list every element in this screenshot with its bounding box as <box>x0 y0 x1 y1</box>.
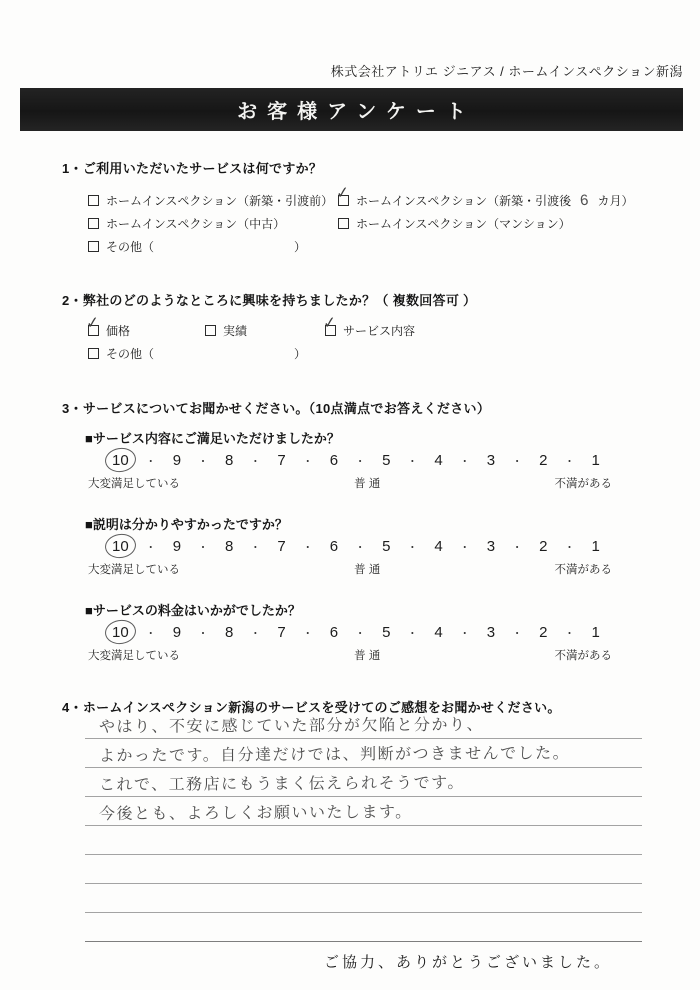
scale-value: 2 <box>539 624 548 641</box>
scale-separator-dot: ・ <box>406 455 418 468</box>
scale-separator-dot: ・ <box>302 541 314 554</box>
scale-separator-dot: ・ <box>459 455 471 468</box>
scale-value: 6 <box>329 538 339 555</box>
scale-separator-dot: ・ <box>511 541 523 554</box>
scale-separator-dot: ・ <box>511 627 523 640</box>
scale-value: 7 <box>277 452 286 469</box>
scale-separator-dot: ・ <box>354 455 366 468</box>
rating-block-fee <box>62 600 648 663</box>
scale-value: 2 <box>539 452 548 469</box>
answer-line-blank <box>85 855 642 884</box>
option-label: ホームインスペクション（中古） <box>106 216 286 231</box>
scale-separator-dot: ・ <box>145 541 157 554</box>
answer-line-blank <box>85 826 642 855</box>
option-label: 価格 <box>106 323 131 338</box>
answer-line <box>85 768 642 797</box>
scale-separator-dot: ・ <box>145 455 157 468</box>
scale-separator-dot: ・ <box>197 541 209 554</box>
option-label: ホームインスペクション（マンション） <box>356 216 571 231</box>
q2-option-other <box>88 344 306 362</box>
option-label: サービス内容 <box>343 323 416 338</box>
scale-value: 7 <box>277 538 286 555</box>
rating-block-explanation <box>62 514 648 577</box>
handwritten-answer-text: これで、工務店にもうまく伝えられそうです。 <box>98 774 465 794</box>
scale-value: 7 <box>277 624 286 641</box>
handwritten-answer-text: よかったです。自分達だけでは、判断がつきませんでした。 <box>98 745 571 765</box>
question-3-title: 3・サービスについてお聞かせください。（10点満点でお答えください） <box>62 401 491 416</box>
option-label: 実績 <box>223 323 248 338</box>
title-banner <box>20 88 683 131</box>
scale-separator-dot: ・ <box>563 541 575 554</box>
q1-option-shinchiku-ato <box>335 183 634 209</box>
scale-value: 8 <box>225 624 234 641</box>
answer-line-blank <box>85 913 642 942</box>
scale-value: 5 <box>382 452 391 469</box>
thanks-note: ご協力、ありがとうございました。 <box>323 954 612 971</box>
checkbox-icon <box>335 183 351 206</box>
scale-value: 1 <box>591 624 600 641</box>
scale-value: 8 <box>225 538 234 555</box>
scale-value: 1 <box>591 452 600 469</box>
scale-separator-dot: ・ <box>249 541 261 554</box>
scale-separator-dot: ・ <box>563 627 575 640</box>
scale-separator-dot: ・ <box>302 627 314 640</box>
handwritten-answer-text: やはり、不安に感じていた部分が欠陥と分かり、 <box>98 716 485 736</box>
scale-value: 1 <box>591 538 600 555</box>
scale-separator-dot: ・ <box>406 541 418 554</box>
page-title: お客様アンケート <box>237 101 476 123</box>
option-label: その他（ <box>106 239 155 254</box>
rating-question: ■説明は分かりやすかったですか？ <box>85 517 288 532</box>
question-1-title: 1・ご利用いただいたサービスは何ですか？ <box>62 161 323 176</box>
free-answer-area <box>85 710 642 942</box>
scale-separator-dot: ・ <box>511 455 523 468</box>
rating-scale-labels <box>88 561 612 577</box>
scale-value: 3 <box>486 624 496 641</box>
scale-label-right: 不満がある <box>554 564 612 576</box>
scale-label-right: 不満がある <box>554 478 612 490</box>
checkbox-icon <box>85 313 101 336</box>
checkbox-icon <box>338 218 349 229</box>
scale-value: 3 <box>486 452 496 469</box>
rating-block-service <box>62 428 648 491</box>
scale-separator-dot: ・ <box>354 627 366 640</box>
rating-scale <box>112 452 600 469</box>
scale-value: 3 <box>486 538 496 555</box>
option-label: ホームインスペクション（新築・引渡前） <box>106 193 334 208</box>
scale-separator-dot: ・ <box>302 455 314 468</box>
scale-value: 4 <box>434 452 443 469</box>
rating-question: ■サービスの料金はいかがでしたか？ <box>85 603 301 618</box>
scale-value: 6 <box>329 452 339 469</box>
rating-scale <box>112 624 600 641</box>
scale-label-left: 大変満足している <box>88 650 180 662</box>
answer-line <box>85 797 642 826</box>
checkbox-icon <box>88 348 99 359</box>
scale-label-center: 普 通 <box>354 650 381 662</box>
scale-value: 5 <box>382 624 391 641</box>
question-4-title: 4・ホームインスペクション新潟のサービスを受けてのご感想をお聞かせください。 <box>62 700 561 715</box>
scale-value: 8 <box>225 452 234 469</box>
scale-separator-dot: ・ <box>406 627 418 640</box>
scale-value-circled: 10 <box>112 624 129 641</box>
answer-line <box>85 739 642 768</box>
scale-label-center: 普 通 <box>354 478 381 490</box>
rating-scale <box>112 538 600 555</box>
scale-separator-dot: ・ <box>459 627 471 640</box>
scale-value: 5 <box>382 538 391 555</box>
checkbox-icon <box>88 195 99 206</box>
scale-separator-dot: ・ <box>145 627 157 640</box>
scale-value: 2 <box>539 538 548 555</box>
handwritten-months-value: 6 <box>579 191 590 209</box>
scale-separator-dot: ・ <box>249 455 261 468</box>
scale-separator-dot: ・ <box>249 627 261 640</box>
rating-scale-labels <box>88 475 612 491</box>
scale-value-circled: 10 <box>112 452 129 469</box>
answer-line <box>85 710 642 739</box>
checkbox-icon <box>322 313 338 336</box>
option-label: その他（ <box>106 346 155 361</box>
scale-value-circled: 10 <box>112 538 129 555</box>
q2-option-service-content <box>322 313 416 339</box>
scale-value: 4 <box>434 624 443 641</box>
answer-line-blank <box>85 884 642 913</box>
q2-option-track-record <box>205 321 247 339</box>
scale-value: 9 <box>172 538 182 555</box>
handwritten-check-icon: ✓ <box>85 313 101 333</box>
option-label: ） <box>294 239 307 254</box>
scale-label-center: 普 通 <box>354 564 381 576</box>
scale-value: 9 <box>172 624 182 641</box>
scale-label-right: 不満がある <box>554 650 612 662</box>
scale-separator-dot: ・ <box>563 455 575 468</box>
q1-option-chuko <box>88 214 285 232</box>
handwritten-answer-text: 今後とも、よろしくお願いいたします。 <box>98 804 413 823</box>
rating-question: ■サービス内容にご満足いただけましたか？ <box>85 431 340 446</box>
company-header: 株式会社アトリエ ジニアス / ホームインスペクション新潟 <box>330 64 683 79</box>
scale-value: 6 <box>329 624 339 641</box>
scale-separator-dot: ・ <box>459 541 471 554</box>
option-label: ホームインスペクション（新築・引渡後 <box>356 193 572 208</box>
scale-separator-dot: ・ <box>197 627 209 640</box>
q1-option-other <box>88 237 306 255</box>
q2-option-price <box>85 313 131 339</box>
handwritten-check-icon: ✓ <box>322 313 338 333</box>
checkbox-icon <box>205 325 216 336</box>
option-label: カ月） <box>597 193 634 208</box>
option-label: ） <box>294 346 307 361</box>
q1-option-shinchiku-mae <box>88 191 333 209</box>
scale-value: 9 <box>172 452 182 469</box>
question-2-title: 2・弊社のどのようなところに興味を持ちましたか？（ 複数回答可 ） <box>62 293 477 308</box>
q1-option-mansion <box>338 214 571 232</box>
scale-label-left: 大変満足している <box>88 478 180 490</box>
handwritten-check-icon: ✓ <box>335 183 351 203</box>
checkbox-icon <box>88 218 99 229</box>
scale-label-left: 大変満足している <box>88 564 180 576</box>
scale-separator-dot: ・ <box>354 541 366 554</box>
rating-scale-labels <box>88 647 612 663</box>
scale-value: 4 <box>434 538 443 555</box>
scale-separator-dot: ・ <box>197 455 209 468</box>
checkbox-icon <box>88 241 99 252</box>
